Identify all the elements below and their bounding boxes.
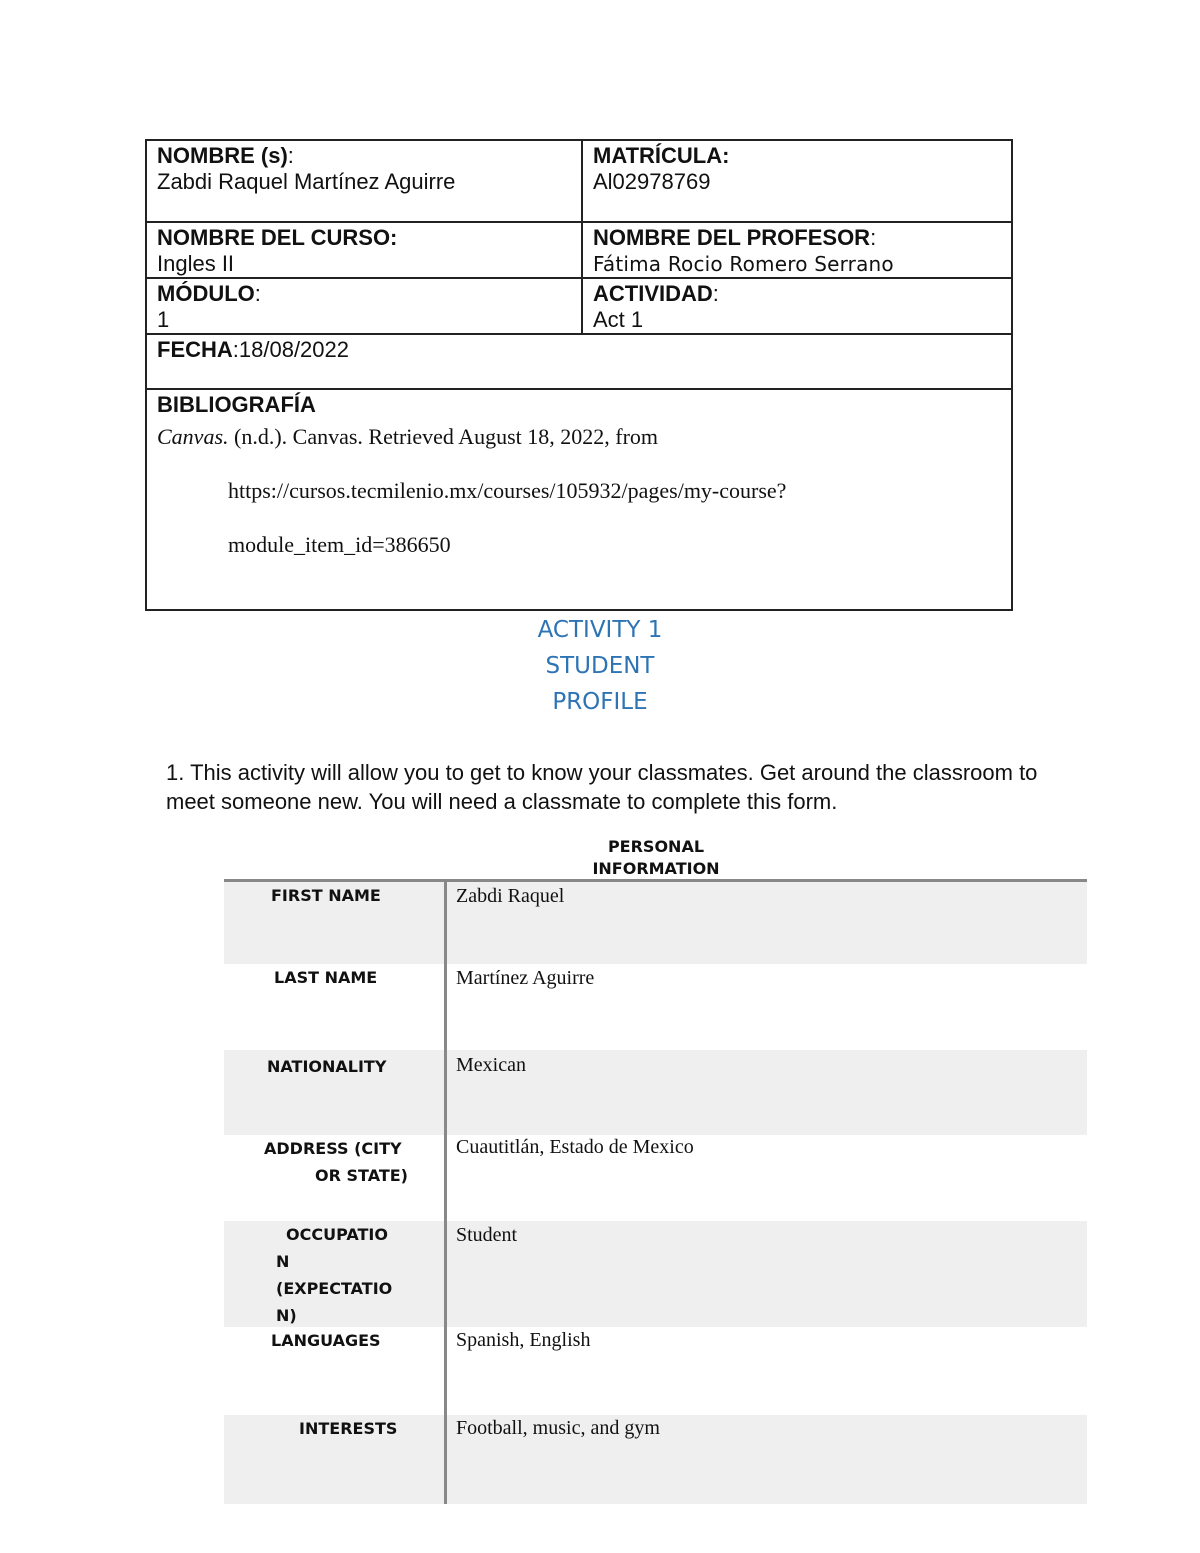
address-label	[264, 1135, 484, 1189]
date-cell	[146, 334, 1012, 389]
bibliography-source-details: (n.d.). Canvas. Retrieved August 18, 2022, from	[228, 424, 659, 449]
student-name-label: NOMBRE (s)	[157, 143, 288, 168]
bibliography-url-line-2: module_item_id=386650	[228, 532, 451, 557]
occupation-label-line-3: (EXPECTATIO	[276, 1279, 393, 1298]
last-name-value: Martínez Aguirre	[456, 967, 595, 989]
activity-cell: ACTIVIDAD: Act 1	[582, 278, 1012, 334]
activity-label: ACTIVIDAD	[593, 281, 713, 306]
professor-value: Fátima Rocio Romero Serrano	[593, 252, 894, 276]
interests-value: Football, music, and gym	[456, 1417, 660, 1439]
bibliography-citation	[157, 424, 1001, 450]
student-name-cell: NOMBRE (s): Zabdi Raquel Martínez Aguirre	[146, 140, 582, 222]
date-value: :18/08/2022	[232, 337, 350, 362]
personal-info-row-occupation	[224, 1221, 1087, 1327]
nationality-label: NATIONALITY	[267, 1057, 387, 1076]
first-name-value: Zabdi Raquel	[456, 885, 565, 907]
languages-label: LANGUAGES	[271, 1331, 381, 1350]
course-name-label: NOMBRE DEL CURSO:	[157, 225, 398, 250]
bibliography-url-line-1: https://cursos.tecmilenio.mx/courses/105932/pages/my-course?	[228, 478, 787, 503]
activity-title-line-1: ACTIVITY 1	[537, 617, 663, 643]
personal-info-row-first-name	[224, 882, 1087, 964]
personal-info-row-interests	[224, 1415, 1087, 1504]
bibliography-label: BIBLIOGRAFÍA	[157, 392, 316, 417]
bibliography-source-title: Canvas.	[157, 424, 229, 449]
activity-title-line-3: PROFILE	[552, 689, 648, 715]
matricula-value: Al02978769	[593, 169, 711, 194]
activity-title-line-2: STUDENT	[545, 653, 655, 679]
personal-info-row-last-name	[224, 964, 1087, 1050]
first-name-label: FIRST NAME	[271, 886, 381, 905]
date-label: FECHA	[157, 337, 233, 362]
personal-info-row-nationality	[224, 1050, 1087, 1135]
module-value: 1	[157, 307, 170, 332]
address-label-line-1: ADDRESS (CITY	[264, 1139, 402, 1158]
personal-info-heading-line-1: PERSONAL	[607, 837, 705, 856]
module-label: MÓDULO	[157, 281, 255, 306]
occupation-value: Student	[456, 1224, 518, 1246]
professor-label: NOMBRE DEL PROFESOR	[593, 225, 871, 250]
personal-info-heading-line-2: INFORMATION	[592, 859, 720, 878]
activity-instruction: 1. This activity will allow you to get to know your classmates. Get around the classroom to meet someone new. You will need a classmate to complete this form.	[166, 760, 1038, 814]
address-label-line-2: OR STATE)	[315, 1166, 408, 1185]
course-name-cell	[146, 222, 582, 278]
personal-info-column-divider	[444, 879, 447, 1504]
matricula-cell	[582, 140, 1012, 222]
personal-info-top-rule	[224, 879, 1087, 882]
course-info-table	[145, 139, 1013, 611]
occupation-label-line-2: N	[276, 1252, 290, 1271]
student-name-value: Zabdi Raquel Martínez Aguirre	[157, 169, 456, 194]
matricula-label: MATRÍCULA:	[593, 143, 730, 168]
languages-value: Spanish, English	[456, 1329, 591, 1351]
occupation-label-line-1: OCCUPATIO	[286, 1225, 388, 1244]
module-cell: MÓDULO: 1	[146, 278, 582, 334]
activity-title	[0, 612, 1200, 720]
activity-value: Act 1	[593, 307, 644, 332]
last-name-label: LAST NAME	[274, 968, 378, 987]
personal-info-row-languages	[224, 1327, 1087, 1415]
nationality-value: Mexican	[456, 1054, 526, 1076]
personal-info-row-address	[224, 1135, 1087, 1221]
professor-cell: NOMBRE DEL PROFESOR: Fátima Rocio Romero Serrano	[582, 222, 1012, 278]
personal-info-heading	[556, 836, 756, 880]
course-name-value: Ingles II	[157, 251, 235, 276]
bibliography-cell	[146, 389, 1012, 610]
occupation-label-line-4: N)	[276, 1306, 297, 1325]
address-value: Cuautitlán, Estado de Mexico	[456, 1136, 694, 1158]
interests-label: INTERESTS	[299, 1419, 398, 1438]
